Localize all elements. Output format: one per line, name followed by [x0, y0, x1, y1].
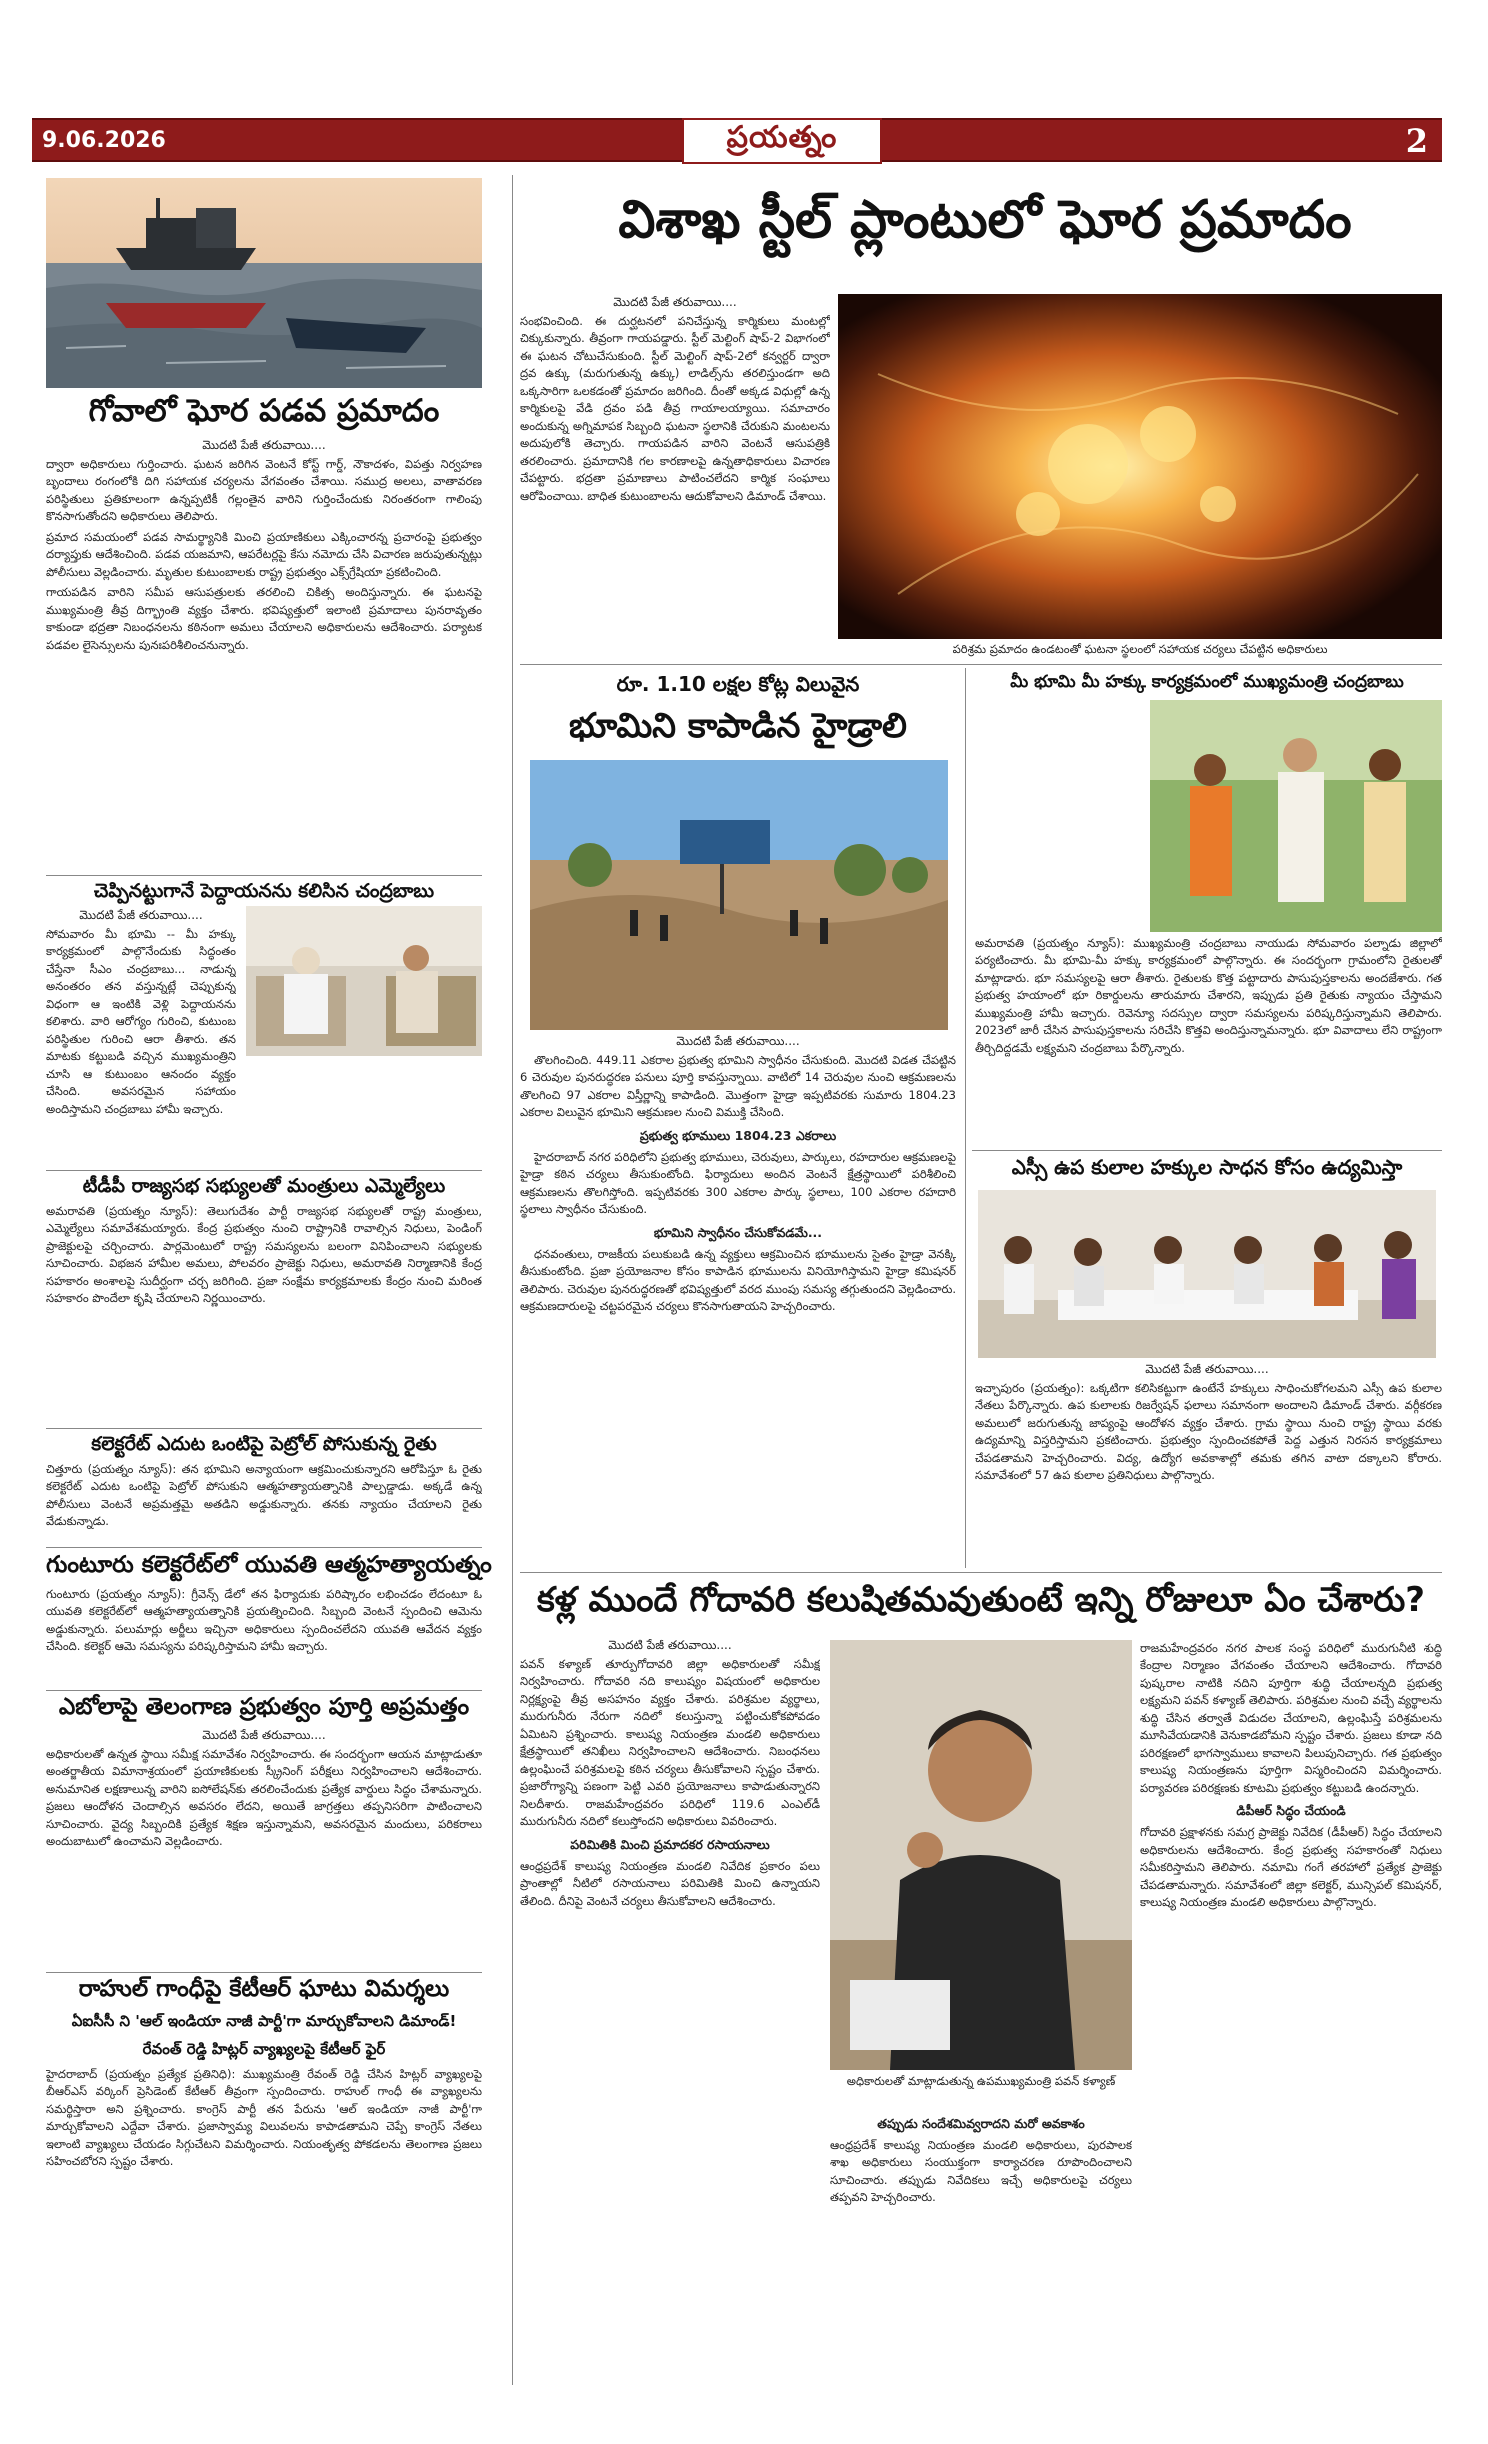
godavari-col1b-para: ఆంధ్రప్రదేశ్ కాలుష్య నియంత్రణ మండలి నివేదిక ప్రకారం పలు ప్రాంతాల్లో నీటిలో రసాయనాలు పరిమితికి మించి ఉన్నాయని తేలింది. దీనిపై వెంటనే చర్యలు తీసుకోవాలని ఆదేశించారు.	[520, 1858, 820, 1908]
divider	[46, 1428, 482, 1429]
goa-para-3: గాయపడిన వారిని సమీప ఆసుపత్రులకు తరలించి చికిత్స అందిస్తున్నారు. ఈ ఘటనపై ముఖ్యమంత్రి తీవ్ర దిగ్భ్రాంతి వ్యక్తం చేశారు. భవిష్యత్తులో ఇలాంటి ప్రమాదాలు పునరావృతం కాకుండా భద్రతా నిబంధనలను కఠినంగా అమలు చేయాలని అధికారులను ఆదేశించారు. పర్యాటక పడవల లైసెన్సులను పునఃపరిశీలించనున్నారు.	[46, 585, 482, 652]
divider	[972, 1150, 1442, 1151]
godavari-subhead-2: తప్పుడు సందేశమివ్వరాదని మరో అవకాశం	[877, 2116, 1085, 2131]
godavari-headline: కళ్ల ముందే గోదావరి కలుషితమవుతుంటే ఇన్ని రోజులూ ఏం చేశారు?	[537, 1580, 1425, 1620]
guntur-body: గుంటూరు (ప్రయత్నం న్యూస్): గ్రీవెన్స్ డేలో తన ఫిర్యాదుకు పరిష్కారం లభించడం లేదంటూ ఓ యువతి కలెక్టరేట్‌లో ఆత్మహత్యాయత్నానికి ప్రయత్నించింది. సిబ్బంది వెంటనే స్పందించి ఆమెను అడ్డుకున్నారు. పలుమార్లు అర్జీలు ఇచ్చినా అధికారులు స్పందించలేదని యువతి ఆవేదన వ్యక్తం చేసింది. కలెక్టర్ ఆమె సమస్యను పరిష్కరిస్తామని హామీ ఇచ్చారు.	[46, 1587, 482, 1654]
cbn-pension-headline: చెప్పినట్టుగానే పెద్దాయనను కలిసిన చంద్రబాబు	[93, 880, 435, 902]
godavari-col-2	[830, 2110, 1132, 2386]
rahul-headline: రాహుల్ గాంధీపై కేటీఆర్ ఘాటు విమర్శలు	[78, 1976, 450, 2002]
tdp-rajyasabha-body: అమరావతి (ప్రయత్నం న్యూస్): తెలుగుదేశం పార్టీ రాజ్యసభ సభ్యులతో రాష్ట్ర మంత్రులు, ఎమ్మెల్యేలు సమావేశమయ్యారు. కేంద్ర ప్రభుత్వం నుంచి రాష్ట్రానికి రావాల్సిన నిధులు, పెండింగ్ ప్రాజెక్టులపై చర్చించారు. పార్లమెంటులో రాష్ట్ర సమస్యలను బలంగా వినిపించాలని సభ్యులకు సూచించారు. విభజన హామీల అమలు, పోలవరం ప్రాజెక్టు నిధులు, అమరావతి నిర్మాణానికి కేంద్ర సహకారం అంశాలపై సుదీర్ఘంగా చర్చ జరిగింది. ప్రజా సంక్షేమ కార్యక్రమాలకు కేంద్రం నుంచి మరింత సహకారం పొందేలా కృషి చేయాలని నిర్ణయించారు.	[46, 1204, 482, 1306]
godavari-col-1	[520, 1656, 820, 2386]
goa-boat-photo	[46, 178, 482, 388]
steel-headline: విశాఖ స్టీల్ ప్లాంటులో ఘోర ప్రమాదం	[618, 190, 1352, 250]
rahul-subheadline: ఏఐసీసీ ని 'ఆల్ ఇండియా నాజీ పార్టీ'గా మార్చుకోవాలని డిమాండ్!	[71, 2012, 457, 2030]
divider	[46, 1547, 482, 1548]
guntur-headline: గుంటూరు కలెక్టరేట్‌లో యువతి ఆత్మహత్యాయత్నం	[46, 1552, 492, 1578]
steel-fire-photo	[838, 294, 1442, 639]
newspaper-logo	[682, 118, 882, 164]
bhoomi-headline: మీ భూమి మీ హక్కు కార్యక్రమంలో ముఖ్యమంత్రి చంద్రబాబు	[1010, 672, 1404, 692]
godavari-col1-para: పవన్ కళ్యాణ్ తూర్పుగోదావరి జిల్లా అధికారులతో సమీక్ష నిర్వహించారు. గోదావరి నది కాలుష్యం విషయంలో అధికారుల నిర్లక్ష్యంపై తీవ్ర అసహనం వ్యక్తం చేశారు. పరిశ్రమల వ్యర్థాలు, మురుగునీరు నేరుగా నదిలో కలుస్తున్నా పట్టించుకోకపోవడం ఏమిటని ప్రశ్నించారు. కాలుష్య నియంత్రణ మండలి అధికారులు క్షేత్రస్థాయిలో తనిఖీలు నిర్వహించాలని ఆదేశించారు. నిబంధనలు ఉల్లంఘించే పరిశ్రమలపై కఠిన చర్యలు తీసుకోవాలని స్పష్టం చేశారు. ప్రజారోగ్యాన్ని పణంగా పెట్టి ఎవరి ప్రయోజనాలు కాపాడుతున్నారని నిలదీశారు. రాజమహేంద్రవరం పరిధిలో 119.6 ఎంఎల్‌డీ మురుగునీరు నదిలో కలుస్తోందని అధికారులు వివరించారు.	[520, 1657, 820, 1829]
steel-body: సంభవించింది. ఈ దుర్ఘటనలో పనిచేస్తున్న కార్మికులు మంటల్లో చిక్కుకున్నారు. తీవ్రంగా గాయపడ్డారు. స్టీల్ మెల్టింగ్ షాప్-2 విభాగంలో ఈ ఘటన చోటుచేసుకుంది. స్టీల్ మెల్టింగ్ షాప్-2లో కన్వర్టర్ ద్వారా ద్రవ ఉక్కు (మరుగుతున్న ఉక్కు) లాడిల్స్‌ను తరలిస్తుండగా అది ఒక్కసారిగా ఒలకడంతో ప్రమాదం జరిగింది. దీంతో అక్కడ విధుల్లో ఉన్న కార్మికులపై వేడి ద్రవం పడి తీవ్ర గాయాలయ్యాయి. సమాచారం అందుకున్న అగ్నిమాపక సిబ్బంది ఘటనా స్థలానికి చేరుకుని మంటలను అదుపులోకి తెచ్చారు. గాయపడిన వారిని వెంటనే ఆసుపత్రికి తరలించారు. ప్రమాదానికి గల కారణాలపై ఉన్నతాధికారులు విచారణ చేపట్టారు. భద్రతా ప్రమాణాలు పాటించలేదని కార్మిక సంఘాలు ఆరోపించాయి. బాధిత కుటుంబాలను ఆదుకోవాలని డిమాండ్ చేశాయి.	[520, 314, 830, 503]
goa-para-1: ద్వారా అధికారులు గుర్తించారు. ఘటన జరిగిన వెంటనే కోస్ట్ గార్డ్, నౌకాదళం, విపత్తు నిర్వహణ బృందాలు రంగంలోకి దిగి సహాయక చర్యలను వేగవంతం చేశాయి. సముద్ర అలలు, వాతావరణ పరిస్థితులు ప్రతికూలంగా ఉన్నప్పటికీ గల్లంతైన వారిని గుర్తించేందుకు నిరంతరంగా గాలింపు కొనసాగుతోందని అధికారులు తెలిపారు.	[46, 457, 482, 524]
pawan-kalyan-photo	[830, 1640, 1132, 2070]
collectorate-body: చిత్తూరు (ప్రయత్నం న్యూస్): తన భూమిని అన్యాయంగా ఆక్రమించుకున్నారని ఆరోపిస్తూ ఓ రైతు కలెక్టరేట్ ఎదుట ఒంటిపై పెట్రోల్ పోసుకుని ఆత్మహత్యాయత్నానికి పాల్పడ్డాడు. అక్కడే ఉన్న పోలీసులు వెంటనే అప్రమత్తమై అతడిని అడ్డుకున్నారు. తనకు న్యాయం చేయాలని రైతు వేడుకున్నాడు.	[46, 1462, 482, 1529]
hydra-para-1: తొలగించింది. 449.11 ఎకరాల ప్రభుత్వ భూమిని స్వాధీనం చేసుకుంది. మొదటి విడత చేపట్టిన 6 చెరువుల పునరుద్ధరణ పనులు పూర్తి కావస్తున్నాయి. వాటిలో 14 చెరువుల నుంచి ఆక్రమణలను తొలగించి 97 ఎకరాల విస్తీర్ణాన్ని కాపాడింది. మొత్తంగా హైడ్రా ఇప్పటివరకు సుమారు 1804.23 ఎకరాల విలువైన భూమిని ఆక్రమణల నుంచి విముక్తి చేసింది.	[520, 1053, 956, 1120]
hydra-subhead-2: భూమిని స్వాధీనం చేసుకోవడమే...	[653, 1224, 823, 1240]
steel-byline: మొదటి పేజీ తరువాయి....	[613, 295, 737, 309]
godavari-byline: మొదటి పేజీ తరువాయి....	[608, 1638, 732, 1652]
rahul-subheadline-2: రేవంత్ రెడ్డి హిట్లర్ వ్యాఖ్యలపై కేటీఆర్ ఫైర్	[142, 2040, 386, 2058]
bhoomi-body: అమరావతి (ప్రయత్నం న్యూస్): ముఖ్యమంత్రి చంద్రబాబు నాయుడు సోమవారం పల్నాడు జిల్లాలో పర్యటించారు. మీ భూమి-మీ హక్కు కార్యక్రమంలో పాల్గొన్నారు. ఈ సందర్భంగా గ్రామంలోని రైతులతో మాట్లాడారు. భూ సమస్యలపై ఆరా తీశారు. రైతులకు కొత్త పట్టాదారు పాసుపుస్తకాలను అందజేశారు. గత ప్రభుత్వ హయాంలో భూ రికార్డులను తారుమారు చేశారని, ఇప్పుడు ప్రతి రైతుకు న్యాయం చేస్తామని ముఖ్యమంత్రి హామీ ఇచ్చారు. రెవెన్యూ సదస్సుల ద్వారా సమస్యలను పరిష్కరిస్తున్నామని తెలిపారు. 2023లో జారీ చేసిన పాసుపుస్తకాలను సరిచేసి కొత్తవి అందిస్తున్నామన్నారు. భూ వివాదాలు లేని రాష్ట్రంగా తీర్చిదిద్దడమే లక్ష్యమని చంద్రబాబు పేర్కొన్నారు.	[975, 936, 1442, 1055]
sc-rights-headline: ఎస్సీ ఉప కులాల హక్కుల సాధన కోసం ఉద్యమిస్తా	[1011, 1155, 1403, 1179]
godavari-col2-para: ఆంధ్రప్రదేశ్ కాలుష్య నియంత్రణ మండలి అధికారులు, పురపాలక శాఖ అధికారులు సంయుక్తంగా కార్యాచరణ రూపొందించాలని సూచించారు. తప్పుడు నివేదికలు ఇచ్చే అధికారులపై చర్యలు తప్పవని హెచ్చరించారు.	[830, 2138, 1132, 2205]
hydra-kicker: రూ. 1.10 లక్షల కోట్ల విలువైన	[616, 672, 860, 696]
divider	[46, 875, 482, 876]
hydra-byline: మొదటి పేజీ తరువాయి....	[676, 1034, 800, 1048]
logo-text: ప్రయత్నం	[726, 120, 838, 155]
issue-date: 9.06.2026	[42, 128, 166, 153]
godavari-col-3	[1140, 1640, 1442, 2386]
collectorate-headline: కలెక్టరేట్ ఎదుట ఒంటిపై పెట్రోల్ పోసుకున్న రైతు	[91, 1433, 437, 1455]
sc-rights-byline: మొదటి పేజీ తరువాయి....	[1145, 1362, 1269, 1376]
hydra-land-photo	[530, 760, 948, 1030]
ebola-byline: మొదటి పేజీ తరువాయి....	[202, 1728, 326, 1742]
sc-meeting-photo	[978, 1190, 1436, 1358]
divider	[520, 664, 1442, 665]
page-number: 2	[1405, 122, 1428, 160]
ebola-headline: ఎబోలాపై తెలంగాణ ప్రభుత్వం పూర్తి అప్రమత్తం	[58, 1694, 470, 1720]
godavari-subhead-1: పరిమితికి మించి ప్రమాదకర రసాయనాలు	[570, 1836, 770, 1852]
tdp-rajyasabha-headline: టీడీపీ రాజ్యసభ సభ్యులతో మంత్రులు ఎమ్మెల్యేలు	[82, 1175, 446, 1197]
goa-article-body	[46, 456, 482, 868]
bhoomi-cm-photo	[1150, 700, 1442, 932]
cbn-visit-photo	[246, 906, 482, 1056]
rahul-body: హైదరాబాద్ (ప్రయత్నం ప్రత్యేక ప్రతినిధి): ముఖ్యమంత్రి రేవంత్ రెడ్డి చేసిన హిట్లర్ వ్యాఖ్యలపై బీఆర్ఎస్ వర్కింగ్ ప్రెసిడెంట్ కేటీఆర్ తీవ్రంగా స్పందించారు. రాహుల్ గాంధీ ఈ వ్యాఖ్యలను సమర్థిస్తారా అని ప్రశ్నించారు. కాంగ్రెస్ పార్టీ తన పేరును 'ఆల్ ఇండియా నాజీ పార్టీ'గా మార్చుకోవాలని ఎద్దేవా చేశారు. ప్రజాస్వామ్య విలువలను కాపాడతామని చెప్పే కాంగ్రెస్ నేతలు ఇలాంటి వ్యాఖ్యలు చేయడం సిగ్గుచేటని విమర్శించారు. నియంతృత్వ పోకడలను తెలంగాణ ప్రజలు సహించబోరని స్పష్టం చేశారు.	[46, 2067, 482, 2169]
ebola-body: అధికారులతో ఉన్నత స్థాయి సమీక్ష సమావేశం నిర్వహించారు. ఈ సందర్భంగా ఆయన మాట్లాడుతూ అంతర్జాతీయ విమానాశ్రయంలో ప్రయాణికులకు స్క్రీనింగ్ పరీక్షలు నిర్వహించాలని ఆదేశించారు. అనుమానిత లక్షణాలున్న వారిని ఐసోలేషన్‌కు తరలించేందుకు ప్రత్యేక వార్డులు సిద్ధం చేశామన్నారు. ప్రజలు ఆందోళన చెందాల్సిన అవసరం లేదని, అయితే జాగ్రత్తలు తప్పనిసరిగా పాటించాలని సూచించారు. వైద్య సిబ్బందికి ప్రత్యేక శిక్షణ ఇస్తున్నామని, అవసరమైన మందులు, పరికరాలు అందుబాటులో ఉంచామని వెల్లడించారు.	[46, 1747, 482, 1849]
hydra-headline: భూమిని కాపాడిన హైడ్రాలి	[569, 706, 907, 746]
divider	[46, 1972, 482, 1973]
hydra-body	[520, 1052, 956, 1566]
godavari-col3b-para: గోదావరి ప్రక్షాళనకు సమగ్ర ప్రాజెక్టు నివేదిక (డీపీఆర్) సిద్ధం చేయాలని అధికారులను ఆదేశించారు. కేంద్ర ప్రభుత్వ సహకారంతో నిధులు సమీకరిస్తామని తెలిపారు. నమామి గంగే తరహాలో ప్రత్యేక ప్రాజెక్టు చేపడతామన్నారు. సమావేశంలో జిల్లా కలెక్టర్, మున్సిపల్ కమిషనర్, కాలుష్య నియంత్రణ మండలి అధికారులు పాల్గొన్నారు.	[1140, 1825, 1442, 1910]
sc-rights-body: ఇచ్ఛాపురం (ప్రయత్నం): ఒక్కటిగా కలిసికట్టుగా ఉంటేనే హక్కులు సాధించుకోగలమని ఎస్సీ ఉప కులాల నేతలు పేర్కొన్నారు. ఉప కులాలకు రిజర్వేషన్ ఫలాలు సమానంగా అందాలని డిమాండ్ చేశారు. వర్గీకరణ అమలులో జరుగుతున్న జాప్యంపై ఆందోళన వ్యక్తం చేశారు. గ్రామ స్థాయి నుంచి రాష్ట్ర స్థాయి వరకు ఉద్యమాన్ని విస్తరిస్తామని ప్రకటించారు. ప్రభుత్వం స్పందించకపోతే పెద్ద ఎత్తున నిరసన కార్యక్రమాలు చేపడతామని హెచ్చరించారు. విద్య, ఉద్యోగ అవకాశాల్లో తమకు తగిన వాటా దక్కాలని కోరారు. సమావేశంలో 57 ఉప కులాల ప్రతినిధులు పాల్గొన్నారు.	[975, 1381, 1442, 1483]
divider	[520, 1572, 1442, 1573]
godavari-subhead-3: డిపీఆర్ సిద్ధం చేయండి	[1236, 1803, 1346, 1819]
column-divider	[965, 668, 966, 1568]
column-divider	[512, 175, 513, 2385]
hydra-subhead-1: ప్రభుత్వ భూములు 1804.23 ఎకరాలు	[639, 1127, 837, 1143]
masthead	[32, 118, 1442, 162]
goa-byline: మొదటి పేజీ తరువాయి....	[202, 438, 326, 452]
bhoomi-body-lead	[975, 700, 1140, 930]
divider	[46, 1690, 482, 1691]
divider	[46, 1170, 482, 1171]
hydra-para-3: ధనవంతులు, రాజకీయ పలుకుబడి ఉన్న వ్యక్తులు ఆక్రమించిన భూములను సైతం హైడ్రా వెనక్కి తీసుకుంటోంది. ప్రజా ప్రయోజనాల కోసం కాపాడిన భూములను వినియోగిస్తామని హైడ్రా కమిషనర్ తెలిపారు. చెరువుల పునరుద్ధరణతో భవిష్యత్తులో వరద ముంపు సమస్య తగ్గుతుందని వెల్లడించారు. ఆక్రమణదారులపై చట్టపరమైన చర్యలు కొనసాగుతాయని హెచ్చరించారు.	[520, 1246, 956, 1314]
goa-headline: గోవాలో ఘోర పడవ ప్రమాదం	[88, 393, 440, 429]
godavari-col3-para: రాజమహేంద్రవరం నగర పాలక సంస్థ పరిధిలో మురుగునీటి శుద్ధి కేంద్రాల నిర్మాణం వేగవంతం చేయాలని ఆదేశించారు. గోదావరి పుష్కరాల నాటికి నదిని పూర్తిగా శుద్ధి చేయాలన్నది ప్రభుత్వ లక్ష్యమని పవన్ కళ్యాణ్ తెలిపారు. పరిశ్రమల నుంచి వచ్చే వ్యర్థాలను శుద్ధి చేసిన తర్వాతే విడుదల చేయాలని, ఉల్లంఘిస్తే పరిశ్రమలను మూసివేయడానికి వెనుకాడబోమని స్పష్టం చేశారు. ప్రజలు కూడా నది పరిరక్షణలో భాగస్వాములు కావాలని పిలుపునిచ్చారు. గత ప్రభుత్వం కాలుష్య నియంత్రణను పూర్తిగా విస్మరించిందని విమర్శించారు. పర్యావరణ పరిరక్షణకు కూటమి ప్రభుత్వం కట్టుబడి ఉందన్నారు.	[1140, 1641, 1442, 1795]
steel-photo-caption: పరిశ్రమ ప్రమాదం ఉండటంతో ఘటనా స్థలంలో సహాయక చర్యలు చేపట్టిన అధికారులు	[952, 642, 1328, 656]
cbn-pension-byline: మొదటి పేజీ తరువాయి....	[79, 908, 203, 922]
pawan-photo-caption: అధికారులతో మాట్లాడుతున్న ఉపముఖ్యమంత్రి పవన్ కళ్యాణ్	[846, 2074, 1116, 2088]
cbn-pension-body: సోమవారం మీ భూమి -- మీ హక్కు కార్యక్రమంలో పాల్గొనేందుకు సిద్ధంతం చేస్తేనా సీఎం చంద్రబాబు... నాడున్న అనంతరం తన వస్తున్నట్లే చెప్పుకున్న విధంగా ఆ ఇంటికి వెళ్లి పెద్దాయనను కలిశారు. వారి ఆరోగ్యం గురించి, కుటుంబ పరిస్థితుల గురించి ఆరా తీశారు. తన మాటకు కట్టుబడి వచ్చిన ముఖ్యమంత్రిని చూసి ఆ కుటుంబం ఆనందం వ్యక్తం చేసింది. అవసరమైన సహాయం అందిస్తామని చంద్రబాబు హామీ ఇచ్చారు.	[46, 927, 236, 1116]
goa-para-2: ప్రమాద సమయంలో పడవ సామర్థ్యానికి మించి ప్రయాణికులు ఎక్కించారన్న ప్రచారంపై ప్రభుత్వం దర్యాప్తుకు ఆదేశించింది. పడవ యజమాని, ఆపరేటర్లపై కేసు నమోదు చేసి విచారణ జరుపుతున్నట్లు పోలీసులు వెల్లడించారు. మృతుల కుటుంబాలకు రాష్ట్ర ప్రభుత్వం ఎక్స్‌గ్రేషియా ప్రకటించింది.	[46, 529, 482, 579]
hydra-para-2: హైదరాబాద్ నగర పరిధిలోని ప్రభుత్వ భూములు, చెరువులు, పార్కులు, రహదారుల ఆక్రమణలపై హైడ్రా కఠిన చర్యలు తీసుకుంటోంది. ఫిర్యాదులు అందిన వెంటనే క్షేత్రస్థాయిలో పరిశీలించి ఆక్రమణలను తొలగిస్తోంది. ఇప్పటివరకు 300 ఎకరాల పార్కు స్థలాలు, 100 ఎకరాల రహదారి స్థలాలు స్వాధీనం చేసుకుంది.	[520, 1149, 956, 1217]
